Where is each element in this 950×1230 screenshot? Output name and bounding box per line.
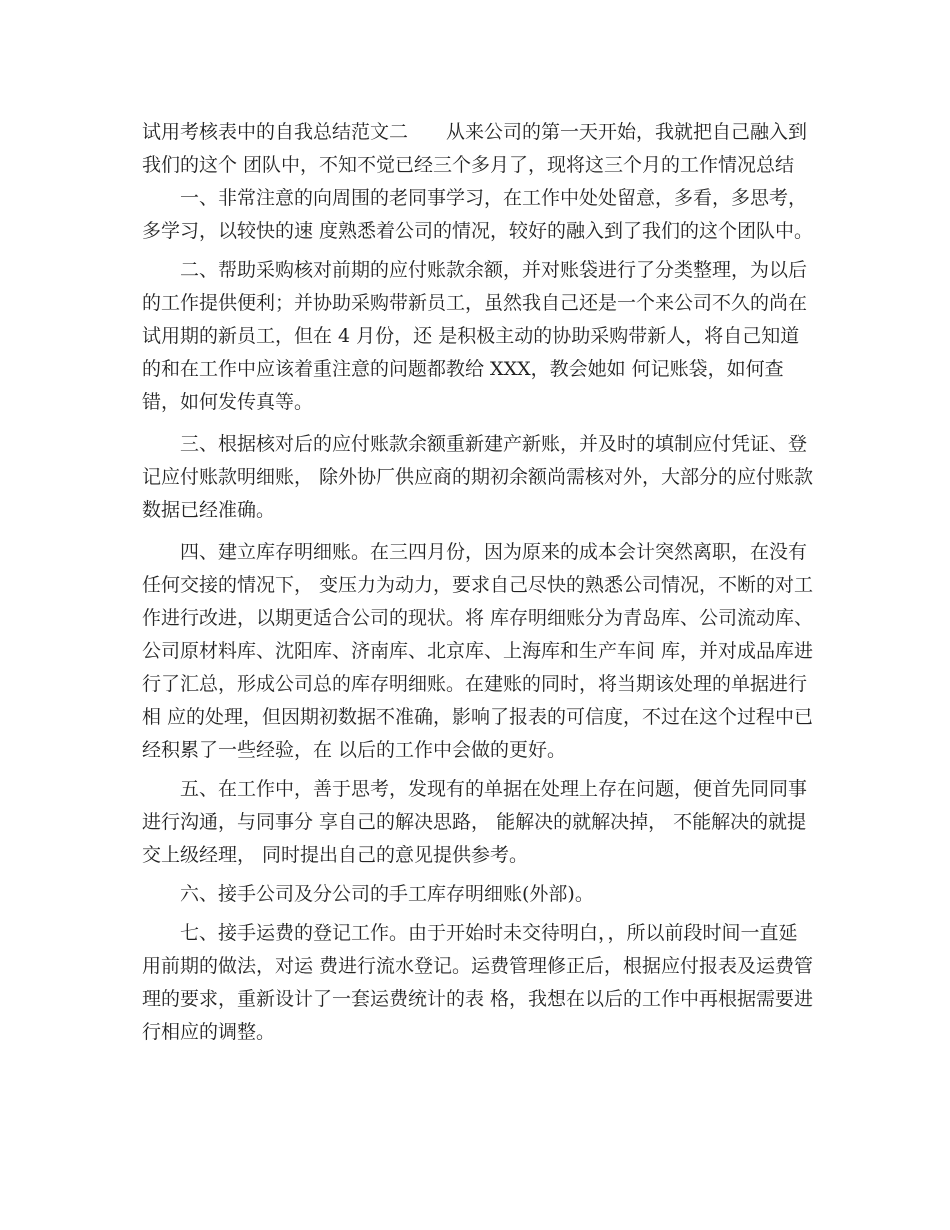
paragraph-7: 七、接手运费的登记工作。由于开始时未交待明白，，所以前段时间一直延用前期的做法，对运 费进行流水登记。运费管理修正后，根据应付报表及运费管理的要求，重新设计了一套运费统计的表 格，我想在以后的工作中再根据需要进行相应的调整。 xyxy=(142,922,814,1043)
paragraph-5: 五、在工作中，善于思考，发现有的单据在处理上存在问题，便首先同同事进行沟通，与同事分 享自己的解决思路， 能解决的就解决掉， 不能解决的就提交上级经理， 同时提出自己的意见提供参考。 xyxy=(142,778,808,866)
intro-paragraph: 试用考核表中的自我总结范文二 从来公司的第一天开始，我就把自己融入到我们的这个 团队中，不知不觉已经三个多月了，现将这三个月的工作情况总结 xyxy=(142,121,808,176)
paragraph-2: 二、帮助采购核对前期的应付账款余额，并对账袋进行了分类整理，为以后的工作提供便利；并协助采购带新员工，虽然我自己还是一个来公司不久的尚在试用期的新员工，但在 4 月份，还 是积极主动的协助采购带新人，将自己知道的和在工作中应该着重注意的问题都教给 XXX，教会她如 何记账袋，如何查错，如何发传真等。 xyxy=(142,259,808,413)
paragraph-4: 四、建立库存明细账。在三四月份，因为原来的成本会计突然离职，在没有任何交接的情况下， 变压力为动力，要求自己尽快的熟悉公司情况，不断的对工作进行改进，以期更适合公司的现状。将 库存明细账分为青岛库、公司流动库、公司原材料库、沈阳库、济南库、北京库、上海库和生产车间 库，并对成品库进行了汇总，形成公司总的库存明细账。在建账的同时，将当期该处理的单据进行相 应的处理，但因期初数据不准确，影响了报表的可信度，不过在这个过程中已经积累了一些经验，在 以后的工作中会做的更好。 xyxy=(142,541,814,761)
paragraph-3: 三、根据核对后的应付账款余额重新建产新账，并及时的填制应付凭证、登记应付账款明细账， 除外协厂供应商的期初余额尚需核对外，大部分的应付账款数据已经准确。 xyxy=(142,433,814,521)
paragraph-6: 六、接手公司及分公司的手工库存明细账(外部)。 xyxy=(180,883,594,905)
paragraph-1: 一、非常注意的向周围的老同事学习，在工作中处处留意，多看，多思考，多学习，以较快的速 度熟悉着公司的情况，较好的融入到了我们的这个团队中。 xyxy=(142,187,814,242)
document-body xyxy=(142,116,814,1049)
